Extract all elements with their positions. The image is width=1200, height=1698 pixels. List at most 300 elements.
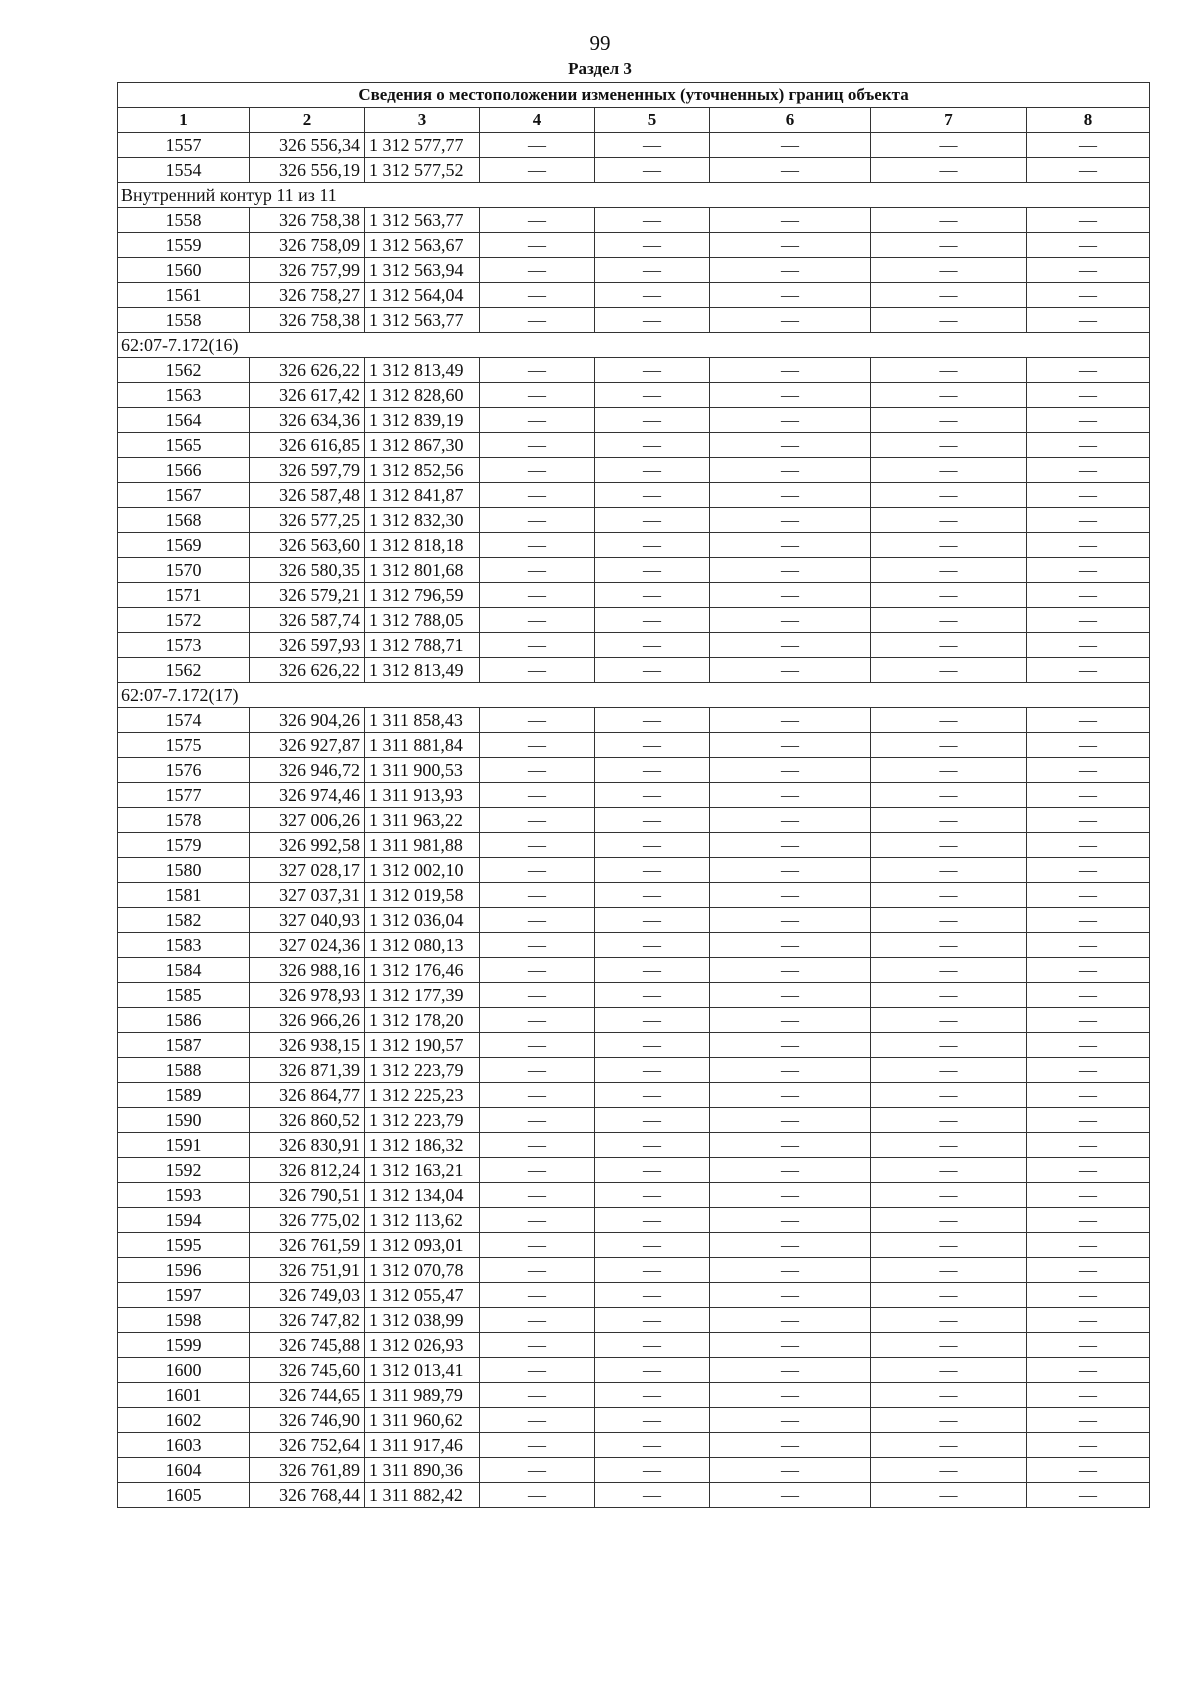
coordinate-y-cell: 1 312 832,30 [365, 508, 480, 533]
coordinate-x-cell: 326 626,22 [250, 658, 365, 683]
empty-value-cell: — [871, 258, 1027, 283]
point-number-cell: 1597 [118, 1283, 250, 1308]
empty-value-cell: — [871, 1208, 1027, 1233]
empty-value-cell: — [1027, 508, 1150, 533]
empty-value-cell: — [871, 1133, 1027, 1158]
coordinate-x-cell: 326 577,25 [250, 508, 365, 533]
empty-value-cell: — [871, 1233, 1027, 1258]
coordinate-x-cell: 326 749,03 [250, 1283, 365, 1308]
empty-value-cell: — [1027, 958, 1150, 983]
empty-value-cell: — [480, 358, 595, 383]
coordinate-x-cell: 326 744,65 [250, 1383, 365, 1408]
point-number-cell: 1590 [118, 1108, 250, 1133]
empty-value-cell: — [480, 1458, 595, 1483]
table-row [118, 1333, 1150, 1358]
table-row [118, 633, 1150, 658]
table-row [118, 1183, 1150, 1208]
point-number-cell: 1576 [118, 758, 250, 783]
empty-value-cell: — [480, 133, 595, 158]
empty-value-cell: — [480, 1408, 595, 1433]
empty-value-cell: — [480, 758, 595, 783]
table-row [118, 458, 1150, 483]
table-row [118, 358, 1150, 383]
coordinate-x-cell: 326 761,89 [250, 1458, 365, 1483]
coordinate-y-cell: 1 312 867,30 [365, 433, 480, 458]
empty-value-cell: — [595, 608, 710, 633]
table-row [118, 583, 1150, 608]
coordinate-y-cell: 1 312 223,79 [365, 1058, 480, 1083]
table-row [118, 1408, 1150, 1433]
empty-value-cell: — [710, 1283, 871, 1308]
empty-value-cell: — [871, 308, 1027, 333]
empty-value-cell: — [595, 458, 710, 483]
coordinate-x-cell: 326 626,22 [250, 358, 365, 383]
column-header: 4 [480, 108, 595, 133]
empty-value-cell: — [871, 633, 1027, 658]
empty-value-cell: — [871, 833, 1027, 858]
coordinate-y-cell: 1 312 813,49 [365, 658, 480, 683]
point-number-cell: 1589 [118, 1083, 250, 1108]
empty-value-cell: — [480, 1308, 595, 1333]
empty-value-cell: — [710, 933, 871, 958]
empty-value-cell: — [595, 1233, 710, 1258]
empty-value-cell: — [595, 433, 710, 458]
empty-value-cell: — [871, 558, 1027, 583]
table-row [118, 1083, 1150, 1108]
empty-value-cell: — [480, 558, 595, 583]
empty-value-cell: — [710, 833, 871, 858]
coordinate-x-cell: 326 746,90 [250, 1408, 365, 1433]
empty-value-cell: — [710, 883, 871, 908]
empty-value-cell: — [595, 1158, 710, 1183]
empty-value-cell: — [710, 258, 871, 283]
point-number-cell: 1584 [118, 958, 250, 983]
empty-value-cell: — [871, 1333, 1027, 1358]
empty-value-cell: — [710, 1408, 871, 1433]
table-row [118, 308, 1150, 333]
column-header: 6 [710, 108, 871, 133]
empty-value-cell: — [710, 383, 871, 408]
table-row [118, 808, 1150, 833]
empty-value-cell: — [480, 233, 595, 258]
coordinate-x-cell: 326 752,64 [250, 1433, 365, 1458]
empty-value-cell: — [871, 858, 1027, 883]
table-row [118, 533, 1150, 558]
empty-value-cell: — [595, 733, 710, 758]
table-row [118, 708, 1150, 733]
coordinate-x-cell: 326 587,74 [250, 608, 365, 633]
empty-value-cell: — [1027, 783, 1150, 808]
empty-value-cell: — [871, 1158, 1027, 1183]
point-number-cell: 1605 [118, 1483, 250, 1508]
empty-value-cell: — [710, 1308, 871, 1333]
empty-value-cell: — [710, 558, 871, 583]
empty-value-cell: — [710, 658, 871, 683]
point-number-cell: 1572 [118, 608, 250, 633]
empty-value-cell: — [480, 1083, 595, 1108]
empty-value-cell: — [1027, 308, 1150, 333]
empty-value-cell: — [1027, 1483, 1150, 1508]
empty-value-cell: — [480, 808, 595, 833]
empty-value-cell: — [871, 533, 1027, 558]
coordinate-x-cell: 326 758,09 [250, 233, 365, 258]
coordinate-y-cell: 1 312 788,71 [365, 633, 480, 658]
column-header: 3 [365, 108, 480, 133]
table-row [118, 608, 1150, 633]
empty-value-cell: — [480, 1108, 595, 1133]
empty-value-cell: — [480, 883, 595, 908]
empty-value-cell: — [480, 1258, 595, 1283]
empty-value-cell: — [871, 1308, 1027, 1333]
empty-value-cell: — [710, 1133, 871, 1158]
empty-value-cell: — [1027, 1058, 1150, 1083]
coordinate-x-cell: 326 617,42 [250, 383, 365, 408]
empty-value-cell: — [871, 1058, 1027, 1083]
empty-value-cell: — [1027, 858, 1150, 883]
empty-value-cell: — [1027, 533, 1150, 558]
point-number-cell: 1566 [118, 458, 250, 483]
point-number-cell: 1595 [118, 1233, 250, 1258]
empty-value-cell: — [595, 783, 710, 808]
empty-value-cell: — [1027, 358, 1150, 383]
table-row [118, 1308, 1150, 1333]
table-row [118, 733, 1150, 758]
empty-value-cell: — [480, 1333, 595, 1358]
empty-value-cell: — [1027, 1108, 1150, 1133]
empty-value-cell: — [480, 1283, 595, 1308]
table-row [118, 933, 1150, 958]
empty-value-cell: — [871, 658, 1027, 683]
empty-value-cell: — [480, 708, 595, 733]
column-header: 1 [118, 108, 250, 133]
empty-value-cell: — [710, 533, 871, 558]
coordinate-x-cell: 326 757,99 [250, 258, 365, 283]
empty-value-cell: — [710, 208, 871, 233]
point-number-cell: 1599 [118, 1333, 250, 1358]
point-number-cell: 1598 [118, 1308, 250, 1333]
coordinate-y-cell: 1 312 038,99 [365, 1308, 480, 1333]
page-number: 99 [589, 31, 611, 55]
point-number-cell: 1579 [118, 833, 250, 858]
point-number-cell: 1562 [118, 658, 250, 683]
table-row [118, 208, 1150, 233]
coordinate-y-cell: 1 312 788,05 [365, 608, 480, 633]
coordinate-x-cell: 326 580,35 [250, 558, 365, 583]
table-row [118, 1258, 1150, 1283]
coordinate-y-cell: 1 312 223,79 [365, 1108, 480, 1133]
coordinate-y-cell: 1 312 839,19 [365, 408, 480, 433]
coordinate-y-cell: 1 311 900,53 [365, 758, 480, 783]
table-row [118, 133, 1150, 158]
empty-value-cell: — [595, 558, 710, 583]
empty-value-cell: — [871, 1283, 1027, 1308]
coordinate-y-cell: 1 312 801,68 [365, 558, 480, 583]
empty-value-cell: — [1027, 883, 1150, 908]
coordinate-x-cell: 326 860,52 [250, 1108, 365, 1133]
empty-value-cell: — [595, 1333, 710, 1358]
point-number-cell: 1603 [118, 1433, 250, 1458]
empty-value-cell: — [480, 533, 595, 558]
table-row [118, 558, 1150, 583]
empty-value-cell: — [595, 958, 710, 983]
empty-value-cell: — [1027, 808, 1150, 833]
column-header-row [118, 108, 1150, 133]
coordinate-x-cell: 326 775,02 [250, 1208, 365, 1233]
empty-value-cell: — [480, 1158, 595, 1183]
point-number-cell: 1596 [118, 1258, 250, 1283]
empty-value-cell: — [710, 1033, 871, 1058]
empty-value-cell: — [1027, 1133, 1150, 1158]
empty-value-cell: — [1027, 1183, 1150, 1208]
empty-value-cell: — [710, 408, 871, 433]
coordinate-x-cell: 326 758,27 [250, 283, 365, 308]
empty-value-cell: — [1027, 1383, 1150, 1408]
empty-value-cell: — [1027, 1308, 1150, 1333]
empty-value-cell: — [480, 258, 595, 283]
empty-value-cell: — [595, 858, 710, 883]
point-number-cell: 1557 [118, 133, 250, 158]
empty-value-cell: — [480, 1433, 595, 1458]
coordinate-y-cell: 1 311 881,84 [365, 733, 480, 758]
empty-value-cell: — [710, 583, 871, 608]
point-number-cell: 1593 [118, 1183, 250, 1208]
empty-value-cell: — [710, 1433, 871, 1458]
table-row [118, 383, 1150, 408]
point-number-cell: 1582 [118, 908, 250, 933]
empty-value-cell: — [595, 1483, 710, 1508]
empty-value-cell: — [480, 308, 595, 333]
table-row [118, 258, 1150, 283]
table-row [118, 1383, 1150, 1408]
coordinate-y-cell: 1 312 019,58 [365, 883, 480, 908]
empty-value-cell: — [480, 633, 595, 658]
coordinate-x-cell: 327 040,93 [250, 908, 365, 933]
coordinate-y-cell: 1 312 563,94 [365, 258, 480, 283]
empty-value-cell: — [1027, 383, 1150, 408]
empty-value-cell: — [480, 433, 595, 458]
point-number-cell: 1573 [118, 633, 250, 658]
empty-value-cell: — [1027, 1333, 1150, 1358]
empty-value-cell: — [710, 358, 871, 383]
empty-value-cell: — [480, 1133, 595, 1158]
empty-value-cell: — [710, 508, 871, 533]
point-number-cell: 1561 [118, 283, 250, 308]
empty-value-cell: — [595, 1258, 710, 1283]
empty-value-cell: — [871, 1383, 1027, 1408]
empty-value-cell: — [710, 1258, 871, 1283]
empty-value-cell: — [1027, 908, 1150, 933]
table-row [118, 758, 1150, 783]
coordinate-x-cell: 326 587,48 [250, 483, 365, 508]
empty-value-cell: — [871, 408, 1027, 433]
empty-value-cell: — [480, 608, 595, 633]
empty-value-cell: — [480, 833, 595, 858]
empty-value-cell: — [595, 208, 710, 233]
empty-value-cell: — [710, 308, 871, 333]
empty-value-cell: — [480, 983, 595, 1008]
point-number-cell: 1604 [118, 1458, 250, 1483]
empty-value-cell: — [480, 733, 595, 758]
point-number-cell: 1587 [118, 1033, 250, 1058]
table-row [118, 658, 1150, 683]
empty-value-cell: — [1027, 658, 1150, 683]
table-row [118, 908, 1150, 933]
empty-value-cell: — [480, 783, 595, 808]
table-row [118, 1033, 1150, 1058]
empty-value-cell: — [595, 133, 710, 158]
empty-value-cell: — [480, 458, 595, 483]
coordinate-x-cell: 326 904,26 [250, 708, 365, 733]
coordinate-y-cell: 1 312 796,59 [365, 583, 480, 608]
coordinate-y-cell: 1 312 564,04 [365, 283, 480, 308]
empty-value-cell: — [871, 1008, 1027, 1033]
empty-value-cell: — [1027, 158, 1150, 183]
point-number-cell: 1558 [118, 208, 250, 233]
empty-value-cell: — [871, 233, 1027, 258]
empty-value-cell: — [480, 283, 595, 308]
coordinate-y-cell: 1 311 917,46 [365, 1433, 480, 1458]
empty-value-cell: — [871, 958, 1027, 983]
empty-value-cell: — [871, 758, 1027, 783]
coordinate-y-cell: 1 312 093,01 [365, 1233, 480, 1258]
empty-value-cell: — [710, 708, 871, 733]
empty-value-cell: — [1027, 1358, 1150, 1383]
empty-value-cell: — [1027, 933, 1150, 958]
empty-value-cell: — [710, 483, 871, 508]
empty-value-cell: — [710, 1083, 871, 1108]
empty-value-cell: — [595, 933, 710, 958]
empty-value-cell: — [710, 733, 871, 758]
coordinate-x-cell: 326 634,36 [250, 408, 365, 433]
empty-value-cell: — [1027, 1158, 1150, 1183]
coordinate-x-cell: 326 768,44 [250, 1483, 365, 1508]
coordinate-y-cell: 1 312 190,57 [365, 1033, 480, 1058]
empty-value-cell: — [595, 1458, 710, 1483]
empty-value-cell: — [871, 1458, 1027, 1483]
empty-value-cell: — [871, 133, 1027, 158]
point-number-cell: 1602 [118, 1408, 250, 1433]
point-number-cell: 1570 [118, 558, 250, 583]
coordinate-y-cell: 1 312 177,39 [365, 983, 480, 1008]
table-row [118, 1108, 1150, 1133]
empty-value-cell: — [871, 783, 1027, 808]
coordinate-y-cell: 1 312 163,21 [365, 1158, 480, 1183]
empty-value-cell: — [595, 758, 710, 783]
empty-value-cell: — [710, 1483, 871, 1508]
coordinate-y-cell: 1 311 960,62 [365, 1408, 480, 1433]
table-caption-row [118, 83, 1150, 108]
empty-value-cell: — [871, 608, 1027, 633]
coordinate-x-cell: 326 758,38 [250, 208, 365, 233]
empty-value-cell: — [710, 1333, 871, 1358]
table-row [118, 833, 1150, 858]
empty-value-cell: — [710, 1383, 871, 1408]
empty-value-cell: — [710, 858, 871, 883]
table-row [118, 1358, 1150, 1383]
point-number-cell: 1575 [118, 733, 250, 758]
empty-value-cell: — [1027, 283, 1150, 308]
coordinate-x-cell: 326 745,60 [250, 1358, 365, 1383]
coordinate-x-cell: 326 563,60 [250, 533, 365, 558]
table-row [118, 508, 1150, 533]
point-number-cell: 1594 [118, 1208, 250, 1233]
empty-value-cell: — [710, 908, 871, 933]
empty-value-cell: — [871, 583, 1027, 608]
coordinate-x-cell: 327 006,26 [250, 808, 365, 833]
coordinate-y-cell: 1 312 036,04 [365, 908, 480, 933]
empty-value-cell: — [595, 1033, 710, 1058]
point-number-cell: 1583 [118, 933, 250, 958]
table-row [118, 983, 1150, 1008]
empty-value-cell: — [595, 583, 710, 608]
empty-value-cell: — [480, 1383, 595, 1408]
table-row [118, 783, 1150, 808]
coordinate-y-cell: 1 312 563,77 [365, 308, 480, 333]
coordinate-x-cell: 326 758,38 [250, 308, 365, 333]
empty-value-cell: — [480, 1358, 595, 1383]
empty-value-cell: — [1027, 1208, 1150, 1233]
coordinates-table [117, 82, 1150, 1508]
point-number-cell: 1571 [118, 583, 250, 608]
empty-value-cell: — [595, 358, 710, 383]
empty-value-cell: — [1027, 208, 1150, 233]
empty-value-cell: — [710, 433, 871, 458]
point-number-cell: 1563 [118, 383, 250, 408]
empty-value-cell: — [871, 208, 1027, 233]
coordinate-y-cell: 1 312 176,46 [365, 958, 480, 983]
empty-value-cell: — [871, 808, 1027, 833]
empty-value-cell: — [480, 1233, 595, 1258]
empty-value-cell: — [871, 1408, 1027, 1433]
empty-value-cell: — [710, 1158, 871, 1183]
empty-value-cell: — [710, 808, 871, 833]
empty-value-cell: — [871, 458, 1027, 483]
point-number-cell: 1562 [118, 358, 250, 383]
coordinate-y-cell: 1 312 225,23 [365, 1083, 480, 1108]
empty-value-cell: — [871, 283, 1027, 308]
empty-value-cell: — [710, 1183, 871, 1208]
empty-value-cell: — [710, 1358, 871, 1383]
coordinate-x-cell: 326 597,79 [250, 458, 365, 483]
empty-value-cell: — [595, 808, 710, 833]
coordinate-y-cell: 1 312 055,47 [365, 1283, 480, 1308]
coordinate-x-cell: 326 978,93 [250, 983, 365, 1008]
empty-value-cell: — [871, 1033, 1027, 1058]
empty-value-cell: — [595, 1208, 710, 1233]
point-number-cell: 1600 [118, 1358, 250, 1383]
empty-value-cell: — [595, 1133, 710, 1158]
empty-value-cell: — [480, 383, 595, 408]
contour-group-row [118, 333, 1150, 358]
coordinate-y-cell: 1 312 563,77 [365, 208, 480, 233]
empty-value-cell: — [1027, 1233, 1150, 1258]
table-row [118, 1233, 1150, 1258]
section-title: Раздел 3 [568, 59, 632, 78]
empty-value-cell: — [595, 658, 710, 683]
coordinate-x-cell: 326 790,51 [250, 1183, 365, 1208]
coordinate-x-cell: 326 992,58 [250, 833, 365, 858]
empty-value-cell: — [595, 1308, 710, 1333]
point-number-cell: 1558 [118, 308, 250, 333]
empty-value-cell: — [1027, 1033, 1150, 1058]
empty-value-cell: — [871, 1108, 1027, 1133]
empty-value-cell: — [480, 1058, 595, 1083]
empty-value-cell: — [1027, 1008, 1150, 1033]
empty-value-cell: — [871, 908, 1027, 933]
coordinate-y-cell: 1 311 858,43 [365, 708, 480, 733]
empty-value-cell: — [595, 883, 710, 908]
empty-value-cell: — [480, 1208, 595, 1233]
